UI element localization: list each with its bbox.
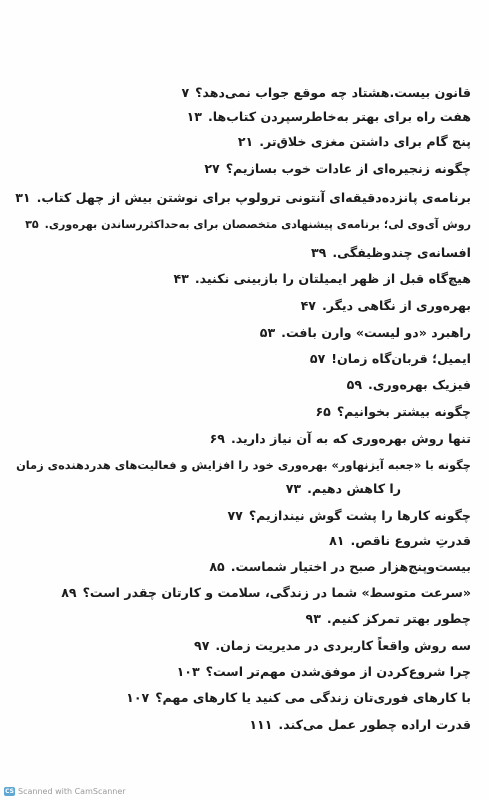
toc-entry-page: ۸۹ — [61, 585, 77, 600]
toc-entry-title: چگونه بیشتر بخوانیم؟ — [336, 404, 471, 419]
toc-entry-title: هفت راه برای بهتر به‌خاطرسپردن کتاب‌ها. — [207, 109, 471, 124]
toc-entry-page: ۵۷ — [309, 351, 326, 366]
toc-entry-page: ۵۹ — [346, 377, 363, 392]
toc-entry — [14, 348, 471, 370]
toc-entry-title: بیست‌وپنج‌هزار صبح در اختیار شماست. — [230, 559, 471, 574]
toc-entry-page: ۶۹ — [209, 431, 225, 446]
toc-entry-continuation — [286, 478, 401, 500]
watermark-text: Scanned with CamScanner — [18, 787, 126, 796]
toc-entry — [14, 82, 471, 104]
toc-entry-title: قدرت اراده چطور عمل می‌کند. — [278, 717, 471, 732]
toc-entry-title: چگونه با «جعبه آیزنهاور» بهره‌وری خود را افزایش و فعالیت‌های هدردهنده‌ی زمان — [16, 458, 471, 472]
toc-entry-title: روش آی‌وی لی؛ برنامه‌ی پیشنهادی متخصصان برای به‌حداکثررساندن بهره‌وری. — [44, 218, 471, 231]
toc-entry-page: ۸۱ — [329, 533, 345, 548]
toc-entry-title: قدرتِ شروع ناقص. — [350, 533, 471, 548]
toc-entry-title: «سرعت متوسط» شما در زندگی، سلامت و کارتان چقدر است؟ — [82, 585, 471, 600]
toc-entry-page: ۲۱ — [237, 134, 254, 149]
toc-entry-title: بهره‌وری از نگاهی دیگر. — [321, 298, 471, 313]
toc-entry — [14, 158, 471, 180]
toc-entry-page: ۴۷ — [300, 298, 316, 313]
toc-entry-title: برنامه‌ی پانزده‌دقیقه‌ای آنتونی ترولوپ برای نوشتن بیش از چهل کتاب. — [36, 190, 471, 205]
toc-entry-title: ایمیل؛ قربان‌گاه زمان! — [331, 351, 471, 366]
scanner-watermark — [4, 787, 126, 796]
toc-entry — [14, 714, 471, 736]
toc-entry-title: هیچ‌گاه قبل از ظهر ایمیلتان را بازبینی نکنید. — [194, 271, 471, 286]
toc-entry-title: چطور بهتر تمرکز کنیم. — [326, 611, 471, 626]
toc-entry-title: با کارهای فوری‌تان زندگی می کنید یا کارهای مهم؟ — [155, 690, 471, 705]
toc-entry-page: ۱۰۳ — [176, 664, 200, 679]
toc-entry — [14, 242, 471, 264]
toc-entry-page: ۲۷ — [204, 161, 220, 176]
toc-entry — [14, 322, 471, 344]
toc-entry-title: تنها روش بهره‌وری که به آن نیاز دارید. — [230, 431, 471, 446]
toc-entry — [14, 608, 471, 630]
toc-entry-page: ۶۵ — [315, 404, 331, 419]
toc-entry — [14, 505, 471, 527]
toc-entry — [14, 428, 471, 450]
toc-entry-title: راهبرد «دو لیست» وارن بافت. — [281, 325, 471, 340]
toc-entry — [14, 295, 471, 317]
toc-entry-page: ۱۳ — [186, 109, 202, 124]
toc-entry — [14, 401, 471, 423]
toc-entry-page: ۳۵ — [25, 218, 39, 231]
toc-entry — [14, 214, 471, 236]
toc-entry — [14, 687, 471, 709]
toc-entry — [14, 131, 471, 153]
toc-entry-title: چگونه کارها را پشت گوش نیندازیم؟ — [248, 508, 471, 523]
toc-entry-title: چگونه زنجیره‌ای از عادات خوب بسازیم؟ — [225, 161, 471, 176]
toc-entry-page: ۳۹ — [310, 245, 327, 260]
toc-entry-page: ۳۱ — [15, 190, 31, 205]
camscanner-logo-icon: CS — [5, 788, 14, 795]
toc-entry-page: ۷۳ — [285, 481, 302, 496]
toc-entry — [14, 582, 471, 604]
toc-entry — [14, 661, 471, 683]
toc-entry-title: قانون بیست.هشتاد چه موقع جواب نمی‌دهد؟ — [195, 85, 471, 100]
toc-entry-title: پنج گام برای داشتن مغزی خلاق‌تر. — [259, 134, 471, 149]
toc-entry — [14, 635, 471, 657]
toc-entry-title: را کاهش دهیم. — [307, 481, 401, 496]
toc-entry-page: ۸۵ — [209, 559, 225, 574]
toc-entry-page: ۷۷ — [227, 508, 243, 523]
toc-entry-title: فیزیک بهره‌وری. — [368, 377, 471, 392]
toc-entry-title: افسانه‌ی چندوظیفگی. — [332, 245, 471, 260]
toc-entry-page: ۱۰۷ — [126, 690, 150, 705]
toc-entry — [14, 454, 471, 476]
toc-entry — [14, 374, 471, 396]
toc-entry-page: ۷ — [181, 85, 190, 100]
toc-entry-title: چرا شروع‌کردن از موفق‌شدن مهم‌تر است؟ — [205, 664, 471, 679]
toc-entry — [14, 268, 471, 290]
toc-entry — [14, 187, 471, 209]
toc-entry — [14, 556, 471, 578]
toc-entry — [14, 530, 471, 552]
toc-entry-title: سه روش واقعاً کاربردی در مدیریت زمان. — [215, 638, 471, 653]
toc-entry — [14, 106, 471, 128]
toc-entry-page: ۵۳ — [259, 325, 276, 340]
toc-entry-page: ۹۷ — [194, 638, 210, 653]
toc-entry-page: ۱۱۱ — [249, 717, 273, 732]
toc-entry-page: ۹۳ — [305, 611, 321, 626]
toc-entry-page: ۴۳ — [173, 271, 189, 286]
